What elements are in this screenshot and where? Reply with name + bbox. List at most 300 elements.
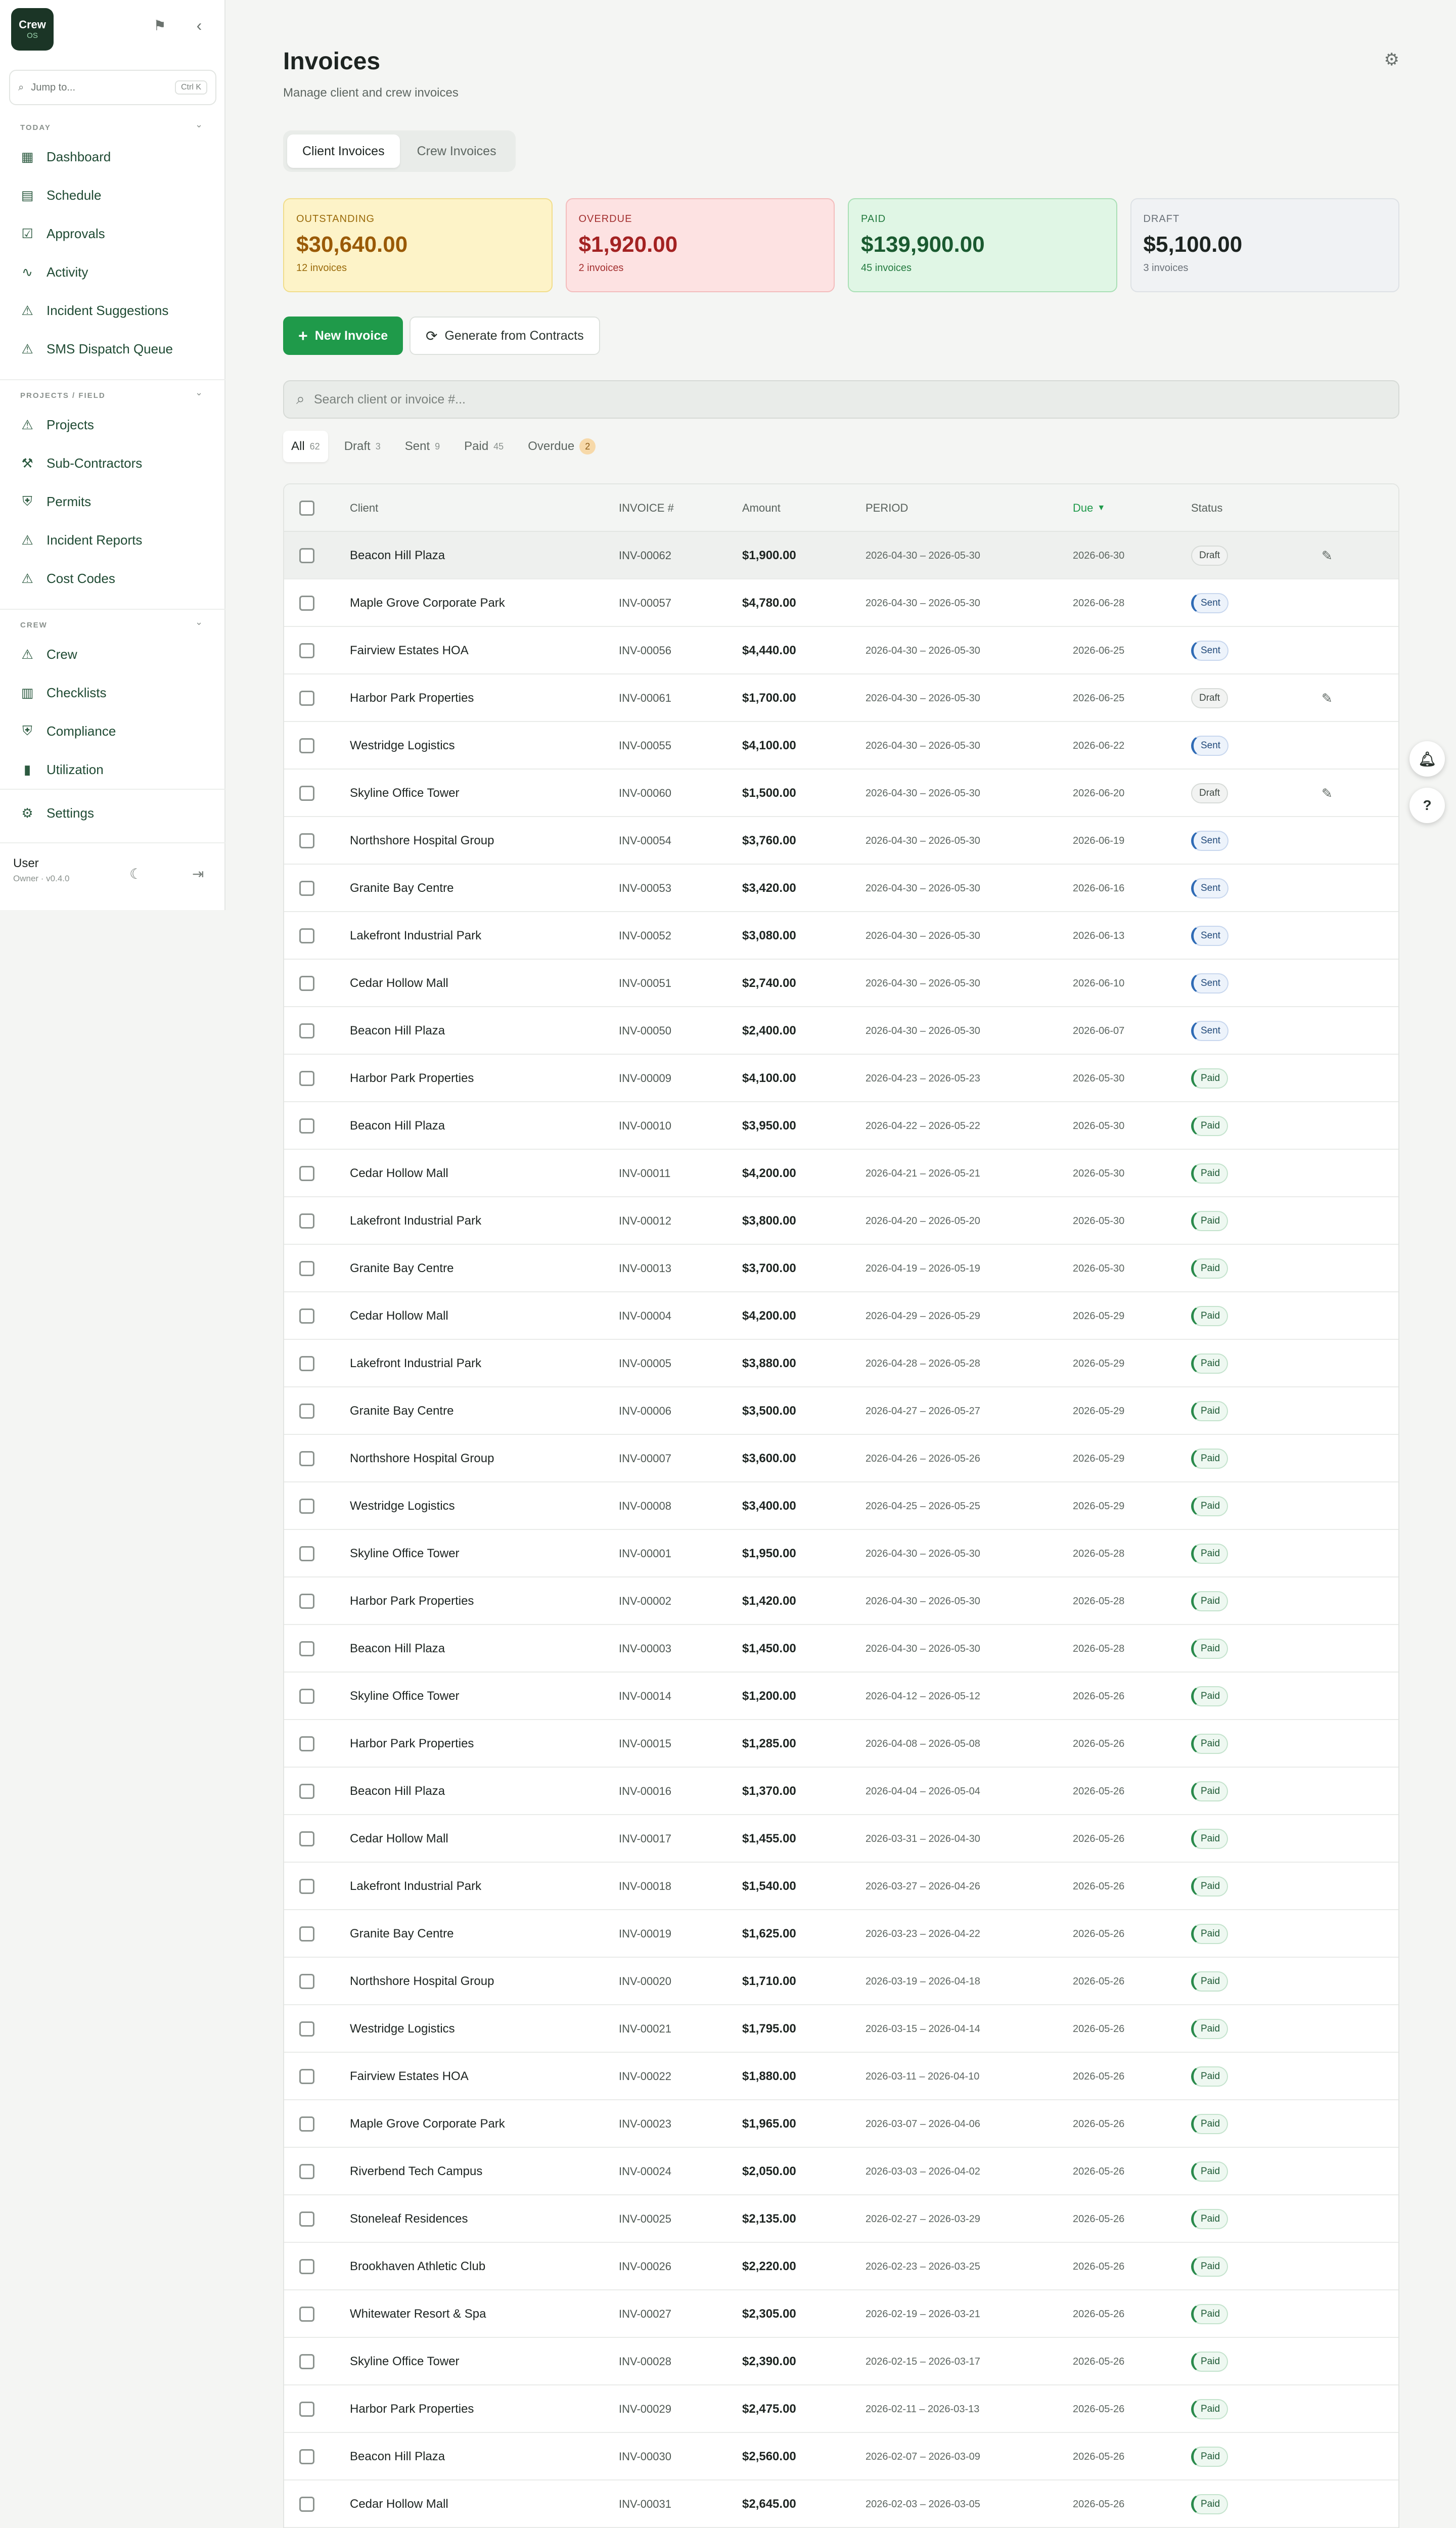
status-badge: Paid [1191, 1306, 1228, 1326]
row-checkbox[interactable] [299, 1118, 314, 1134]
status-cell [1191, 2005, 1228, 2053]
table-row[interactable] [284, 2433, 1398, 2480]
select-all-checkbox[interactable] [299, 501, 314, 516]
filter-count: 9 [435, 441, 440, 452]
card-label: DRAFT [1143, 213, 1180, 224]
client-name: Cedar Hollow Mall [350, 1166, 448, 1180]
sidebar-item-crew[interactable] [12, 639, 213, 669]
invoice-due-date: 2026-06-25 [1073, 692, 1125, 704]
client-name: Harbor Park Properties [350, 1737, 474, 1750]
sidebar-item-cost-codes[interactable] [12, 563, 213, 594]
invoice-period: 2026-02-07 – 2026-03-09 [866, 2451, 980, 2462]
status-cell [1191, 960, 1228, 1007]
row-checkbox[interactable] [299, 2354, 314, 2369]
invoice-period: 2026-03-11 – 2026-04-10 [866, 2070, 980, 2082]
search-icon: ⌕ [296, 391, 305, 408]
table-row[interactable] [284, 1768, 1398, 1815]
status-cell [1191, 2243, 1228, 2290]
user-profile[interactable] [13, 856, 70, 884]
table-row[interactable] [284, 2290, 1398, 2338]
invoice-period: 2026-04-30 – 2026-05-30 [866, 692, 980, 704]
user-name: User [13, 856, 39, 870]
table-row[interactable] [284, 1055, 1398, 1102]
app-logo[interactable] [11, 8, 54, 51]
row-checkbox[interactable] [299, 691, 314, 706]
check-square-icon: ☑ [21, 225, 33, 241]
shield-icon: ⛨ [22, 493, 32, 509]
status-cell [1191, 1958, 1228, 2005]
invoice-due-date: 2026-05-30 [1073, 1120, 1125, 1132]
row-checkbox[interactable] [299, 1594, 314, 1609]
table-row[interactable] [284, 1292, 1398, 1340]
status-badge: Sent [1191, 973, 1228, 994]
client-name: Brookhaven Athletic Club [350, 2260, 486, 2273]
table-row[interactable] [284, 1863, 1398, 1910]
clipboard-icon: ▥ [21, 685, 34, 700]
generate-from-contracts-button[interactable] [410, 317, 600, 355]
invoice-period: 2026-02-27 – 2026-03-29 [866, 2213, 980, 2225]
table-row[interactable] [284, 2148, 1398, 2195]
jump-to-search[interactable] [9, 70, 216, 105]
edit-pencil-icon[interactable]: ✎ [1322, 548, 1333, 563]
chevron-down-icon[interactable]: ⌄ [195, 119, 203, 129]
row-checkbox[interactable] [299, 1641, 314, 1656]
header-status[interactable]: Status [1191, 502, 1223, 514]
row-checkbox[interactable] [299, 881, 314, 896]
row-checkbox[interactable] [299, 833, 314, 848]
invoice-due-date: 2026-05-29 [1073, 1405, 1125, 1417]
sidebar-item-label: Projects [47, 417, 94, 432]
table-row[interactable] [284, 1245, 1398, 1292]
filter-all[interactable] [283, 431, 328, 462]
table-row[interactable] [284, 1720, 1398, 1768]
invoice-due-date: 2026-05-30 [1073, 1072, 1125, 1084]
row-checkbox[interactable] [299, 2069, 314, 2084]
sidebar-item-label: Incident Suggestions [47, 302, 169, 318]
invoice-number: INV-00056 [619, 644, 671, 657]
status-cell [1191, 1387, 1228, 1435]
table-row[interactable] [284, 1673, 1398, 1720]
row-select-cell [299, 2480, 314, 2528]
header-amount[interactable]: Amount [742, 502, 781, 514]
invoice-amount: $4,200.00 [742, 1309, 796, 1323]
card-label: PAID [861, 213, 886, 224]
row-checkbox[interactable] [299, 1499, 314, 1514]
summary-card-overdue[interactable] [566, 198, 835, 292]
status-cell [1191, 1863, 1228, 1910]
row-checkbox[interactable] [299, 1308, 314, 1324]
invoice-due-date: 2026-05-26 [1073, 2403, 1125, 2415]
invoice-amount: $2,560.00 [742, 2450, 796, 2463]
invoice-period: 2026-04-30 – 2026-05-30 [866, 930, 980, 941]
summary-card-paid[interactable] [848, 198, 1117, 292]
invoice-type-tabs [283, 130, 516, 172]
row-checkbox[interactable] [299, 2116, 314, 2132]
status-cell [1191, 579, 1228, 627]
filter-sent[interactable] [397, 431, 448, 462]
invoice-amount: $2,220.00 [742, 2260, 796, 2273]
row-select-cell [299, 2100, 314, 2148]
table-row[interactable] [284, 627, 1398, 674]
row-select-cell [299, 1435, 314, 1482]
edit-pencil-icon[interactable]: ✎ [1322, 690, 1333, 706]
invoice-due-date: 2026-05-26 [1073, 2165, 1125, 2177]
table-row[interactable] [284, 865, 1398, 912]
invoice-due-date: 2026-05-26 [1073, 2356, 1125, 2367]
status-cell [1191, 722, 1228, 770]
invoice-due-date: 2026-05-26 [1073, 1785, 1125, 1797]
table-header [284, 484, 1398, 532]
status-badge: Paid [1191, 2256, 1228, 2277]
logo-line1: Crew [19, 18, 46, 31]
row-checkbox[interactable] [299, 2211, 314, 2227]
table-row[interactable] [284, 2243, 1398, 2290]
invoice-amount: $2,050.00 [742, 2164, 796, 2178]
invoice-number: INV-00051 [619, 977, 671, 989]
row-checkbox[interactable] [299, 1784, 314, 1799]
page-subtitle: Manage client and crew invoices [283, 86, 459, 100]
sidebar-item-utilization[interactable] [12, 754, 213, 785]
header-due[interactable] [1073, 484, 1105, 532]
status-cell [1191, 2100, 1228, 2148]
row-checkbox[interactable] [299, 643, 314, 658]
status-badge: Paid [1191, 1686, 1228, 1706]
invoice-due-date: 2026-05-26 [1073, 1738, 1125, 1749]
row-checkbox[interactable] [299, 1071, 314, 1086]
invoice-amount: $4,100.00 [742, 1071, 796, 1085]
invoice-due-date: 2026-05-26 [1073, 1880, 1125, 1892]
summary-card-outstanding[interactable] [283, 198, 553, 292]
row-select-cell [299, 579, 314, 627]
invoice-number: INV-00010 [619, 1119, 671, 1132]
table-row[interactable] [284, 1340, 1398, 1387]
filter-paid[interactable] [456, 431, 512, 462]
invoice-number: INV-00007 [619, 1452, 671, 1465]
row-select-cell [299, 2005, 314, 2053]
row-checkbox[interactable] [299, 1404, 314, 1419]
status-cell [1191, 2195, 1228, 2243]
status-badge: Paid [1191, 2209, 1228, 2229]
card-value: $139,900.00 [861, 232, 985, 257]
row-checkbox[interactable] [299, 1689, 314, 1704]
invoice-number: INV-00052 [619, 929, 671, 942]
table-row[interactable] [284, 1530, 1398, 1577]
row-checkbox[interactable] [299, 738, 314, 753]
table-row[interactable] [284, 1150, 1398, 1197]
status-cell [1191, 627, 1228, 674]
table-row[interactable] [284, 2005, 1398, 2053]
row-select-cell [299, 1292, 314, 1340]
invoice-period: 2026-04-22 – 2026-05-22 [866, 1120, 980, 1132]
table-row[interactable] [284, 1625, 1398, 1673]
row-checkbox[interactable] [299, 1451, 314, 1466]
row-checkbox[interactable] [299, 1974, 314, 1989]
row-checkbox[interactable] [299, 1831, 314, 1846]
row-checkbox[interactable] [299, 2497, 314, 2512]
table-row[interactable] [284, 1435, 1398, 1482]
tab-crew-invoices[interactable]: Crew Invoices [417, 144, 496, 158]
invoice-period: 2026-04-27 – 2026-05-27 [866, 1405, 980, 1417]
client-name: Skyline Office Tower [350, 1689, 460, 1703]
status-badge: Draft [1191, 688, 1228, 708]
invoice-period: 2026-04-29 – 2026-05-29 [866, 1310, 980, 1322]
activity-icon: ∿ [22, 264, 33, 280]
invoice-due-date: 2026-05-26 [1073, 2118, 1125, 2130]
invoice-number: INV-00018 [619, 1880, 671, 1892]
invoice-amount: $2,135.00 [742, 2212, 796, 2226]
card-count: 12 invoices [296, 262, 347, 274]
table-row[interactable] [284, 1007, 1398, 1055]
new-invoice-button[interactable] [283, 317, 403, 355]
warning-icon: ⚠ [21, 302, 33, 318]
sidebar-item-compliance[interactable] [12, 716, 213, 746]
flag-icon[interactable]: ⚑ [153, 17, 166, 33]
status-cell [1191, 1720, 1228, 1768]
client-name: Harbor Park Properties [350, 691, 474, 705]
filter-overdue[interactable] [520, 431, 604, 462]
sidebar-item-settings[interactable] [12, 798, 213, 828]
row-checkbox[interactable] [299, 548, 314, 563]
table-row[interactable] [284, 1958, 1398, 2005]
card-count: 3 invoices [1143, 262, 1189, 274]
invoice-due-date: 2026-05-28 [1073, 1548, 1125, 1559]
invoice-due-date: 2026-05-26 [1073, 1975, 1125, 1987]
row-checkbox[interactable] [299, 1546, 314, 1561]
header-invoice[interactable]: INVOICE # [619, 502, 674, 514]
row-select-cell [299, 1768, 314, 1815]
tab-client-invoices[interactable]: Client Invoices [287, 134, 400, 168]
table-row[interactable] [284, 1815, 1398, 1863]
card-label: OUTSTANDING [296, 213, 375, 224]
sidebar-item-permits[interactable] [12, 486, 213, 517]
moon-icon[interactable]: ☾ [129, 866, 143, 882]
table-row[interactable] [284, 960, 1398, 1007]
row-checkbox[interactable] [299, 2307, 314, 2322]
invoice-number: INV-00022 [619, 2070, 671, 2083]
generate-label: Generate from Contracts [444, 328, 584, 343]
invoice-due-date: 2026-05-29 [1073, 1453, 1125, 1464]
client-name: Skyline Office Tower [350, 786, 460, 800]
jump-placeholder: Jump to... [31, 81, 76, 93]
gear-icon[interactable]: ⚙ [1384, 50, 1399, 69]
invoice-period: 2026-03-07 – 2026-04-06 [866, 2118, 980, 2130]
row-checkbox[interactable] [299, 928, 314, 943]
table-row[interactable] [284, 2053, 1398, 2100]
table-row[interactable] [284, 532, 1398, 579]
row-checkbox[interactable] [299, 2164, 314, 2179]
collapse-sidebar-icon[interactable]: ‹ [196, 16, 202, 34]
row-select-cell [299, 2433, 314, 2480]
status-badge: Paid [1191, 1258, 1228, 1279]
table-row[interactable] [284, 2385, 1398, 2433]
header-period: PERIOD [866, 502, 908, 514]
invoice-amount: $3,080.00 [742, 929, 796, 942]
invoice-amount: $1,285.00 [742, 1737, 796, 1750]
table-row[interactable] [284, 1577, 1398, 1625]
invoice-period: 2026-03-19 – 2026-04-18 [866, 1975, 980, 1987]
invoice-period: 2026-04-28 – 2026-05-28 [866, 1358, 980, 1369]
row-checkbox[interactable] [299, 1879, 314, 1894]
row-checkbox[interactable] [299, 2259, 314, 2274]
status-cell [1191, 2290, 1228, 2338]
row-checkbox[interactable] [299, 1736, 314, 1751]
invoice-amount: $1,795.00 [742, 2022, 796, 2036]
status-cell [1191, 912, 1228, 960]
table-row[interactable] [284, 1910, 1398, 1958]
status-badge: Paid [1191, 1639, 1228, 1659]
row-select-cell [299, 2053, 314, 2100]
invoice-amount: $4,440.00 [742, 644, 796, 657]
invoice-number: INV-00020 [619, 1975, 671, 1988]
summary-card-draft[interactable] [1130, 198, 1400, 292]
shield-icon: ⛨ [22, 723, 32, 738]
invoice-number: INV-00017 [619, 1832, 671, 1845]
status-badge: Paid [1191, 2066, 1228, 2087]
client-name: Cedar Hollow Mall [350, 976, 448, 990]
invoice-number: INV-00054 [619, 834, 671, 847]
invoice-due-date: 2026-05-26 [1073, 1833, 1125, 1844]
sidebar-item-activity[interactable] [12, 257, 213, 287]
logout-icon[interactable]: ⇥ [192, 866, 204, 882]
invoice-period: 2026-04-30 – 2026-05-30 [866, 1548, 980, 1559]
invoice-period: 2026-04-12 – 2026-05-12 [866, 1690, 980, 1702]
help-icon[interactable]: ? [1409, 788, 1445, 823]
warning-icon: ⚠ [21, 532, 33, 548]
sidebar-item-sub-contractors[interactable] [12, 448, 213, 478]
invoice-amount: $3,800.00 [742, 1214, 796, 1228]
table-row[interactable] [284, 817, 1398, 865]
edit-pencil-icon[interactable]: ✎ [1322, 785, 1333, 801]
row-checkbox[interactable] [299, 596, 314, 611]
table-row[interactable] [284, 2480, 1398, 2528]
row-checkbox[interactable] [299, 1166, 314, 1181]
sidebar-item-checklists[interactable] [12, 678, 213, 708]
row-checkbox[interactable] [299, 1023, 314, 1039]
client-name: Skyline Office Tower [350, 1547, 460, 1560]
invoice-amount: $3,400.00 [742, 1499, 796, 1513]
table-row[interactable] [284, 912, 1398, 960]
sidebar-item-incident-suggestions[interactable] [12, 295, 213, 326]
sidebar-item-label: Schedule [47, 187, 102, 203]
invoice-amount: $1,540.00 [742, 1879, 796, 1893]
filter-count: 2 [579, 438, 596, 455]
invoice-amount: $2,305.00 [742, 2307, 796, 2321]
row-select-cell [299, 1530, 314, 1577]
invoice-number: INV-00027 [619, 2308, 671, 2320]
row-checkbox[interactable] [299, 1356, 314, 1371]
sidebar-item-label: SMS Dispatch Queue [47, 341, 173, 356]
invoice-amount: $1,420.00 [742, 1594, 796, 1608]
invoice-due-date: 2026-05-26 [1073, 2498, 1125, 2510]
status-filters [283, 431, 604, 464]
row-checkbox[interactable] [299, 1926, 314, 1942]
row-select-cell [299, 1340, 314, 1387]
table-row[interactable] [284, 770, 1398, 817]
client-name: Skyline Office Tower [350, 2355, 460, 2368]
search-icon: ⌕ [18, 81, 24, 93]
table-row[interactable] [284, 2338, 1398, 2385]
invoice-search-input[interactable] [283, 380, 1399, 419]
invoice-number: INV-00006 [619, 1405, 671, 1417]
sidebar-item-label: Checklists [47, 685, 107, 700]
row-checkbox[interactable] [299, 976, 314, 991]
table-row[interactable] [284, 674, 1398, 722]
table-row[interactable] [284, 2100, 1398, 2148]
status-cell [1191, 1625, 1228, 1673]
table-row[interactable] [284, 1482, 1398, 1530]
status-badge: Paid [1191, 1591, 1228, 1611]
warning-icon: ⚠ [21, 417, 33, 432]
sidebar-item-schedule[interactable] [12, 180, 213, 210]
invoice-period: 2026-04-30 – 2026-05-30 [866, 977, 980, 989]
invoice-due-date: 2026-06-13 [1073, 930, 1125, 941]
status-badge: Sent [1191, 593, 1228, 613]
table-row[interactable] [284, 579, 1398, 627]
client-name: Beacon Hill Plaza [350, 549, 445, 562]
row-checkbox[interactable] [299, 2021, 314, 2037]
chevron-down-icon[interactable]: ⌄ [195, 617, 203, 627]
notifications-bell-icon[interactable]: 🔔︎ [1409, 741, 1445, 777]
invoice-period: 2026-03-15 – 2026-04-14 [866, 2023, 980, 2035]
sidebar-item-label: Cost Codes [47, 570, 115, 586]
invoice-amount: $1,880.00 [742, 2069, 796, 2083]
row-checkbox[interactable] [299, 1213, 314, 1229]
sidebar-item-projects[interactable] [12, 410, 213, 440]
invoice-amount: $2,645.00 [742, 2497, 796, 2511]
card-count: 45 invoices [861, 262, 912, 274]
table-row[interactable] [284, 2195, 1398, 2243]
client-name: Westridge Logistics [350, 2022, 455, 2036]
filter-label: Paid [464, 439, 489, 453]
sidebar-item-approvals[interactable] [12, 218, 213, 249]
row-select-cell [299, 1577, 314, 1625]
invoice-number: INV-00057 [619, 597, 671, 609]
sidebar-item-dashboard[interactable] [12, 142, 213, 172]
client-name: Cedar Hollow Mall [350, 2497, 448, 2511]
invoice-due-date: 2026-05-26 [1073, 1928, 1125, 1939]
sidebar-item-incident-reports[interactable] [12, 525, 213, 555]
table-row[interactable] [284, 1387, 1398, 1435]
invoice-number: INV-00021 [619, 2022, 671, 2035]
row-checkbox[interactable] [299, 2402, 314, 2417]
chevron-down-icon[interactable]: ⌄ [195, 387, 203, 397]
sidebar-section-label: CREW [20, 621, 48, 629]
card-count: 2 invoices [578, 262, 624, 274]
header-client[interactable]: Client [350, 502, 379, 514]
table-row[interactable] [284, 722, 1398, 770]
invoice-period: 2026-04-08 – 2026-05-08 [866, 1738, 980, 1749]
row-select-cell [299, 1815, 314, 1863]
select-all-cell [299, 484, 314, 532]
card-label: OVERDUE [578, 213, 632, 224]
client-name: Cedar Hollow Mall [350, 1832, 448, 1845]
table-row[interactable] [284, 1197, 1398, 1245]
status-cell [1191, 817, 1228, 865]
invoice-amount: $1,200.00 [742, 1689, 796, 1703]
row-checkbox[interactable] [299, 1261, 314, 1276]
invoice-period: 2026-04-30 – 2026-05-30 [866, 1643, 980, 1654]
row-select-cell [299, 2243, 314, 2290]
sidebar-item-sms-dispatch-queue[interactable] [12, 334, 213, 364]
invoice-number: INV-00053 [619, 882, 671, 894]
invoice-number: INV-00055 [619, 739, 671, 752]
row-checkbox[interactable] [299, 2449, 314, 2464]
filter-draft[interactable] [336, 431, 389, 462]
invoice-period: 2026-04-26 – 2026-05-26 [866, 1453, 980, 1464]
table-row[interactable] [284, 1102, 1398, 1150]
row-checkbox[interactable] [299, 786, 314, 801]
client-name: Harbor Park Properties [350, 1594, 474, 1608]
